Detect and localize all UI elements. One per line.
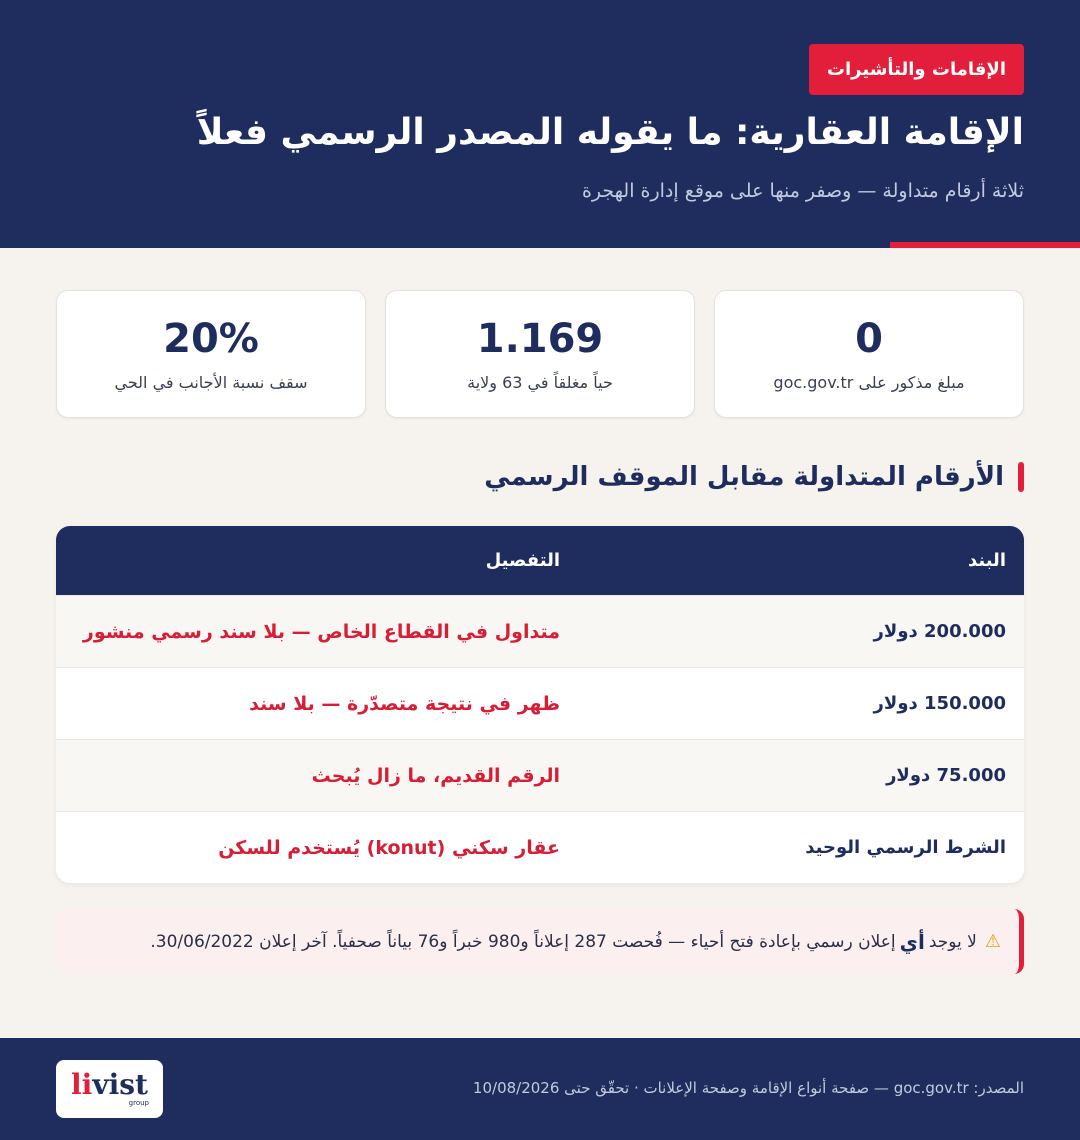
stats-cards [56,290,1024,418]
row-detail: ظهر في نتيجة متصدّرة — بلا سند [249,692,560,715]
stat-value: 0 [855,315,883,362]
column-header-detail: التفصيل [485,550,560,571]
page-subtitle: ثلاثة أرقام متداولة — وصفر منها على موقع إدارة الهجرة [581,180,1024,202]
stat-label: حياً مغلقاً في 63 ولاية [467,372,613,392]
header-accent-bar [890,242,1080,248]
livist-logo[interactable] [56,1060,163,1118]
stat-label: مبلغ مذكور على goc.gov.tr [773,372,965,392]
page-title: الإقامة العقارية: ما يقوله المصدر الرسمي فعلاً [196,112,1024,153]
source-text: المصدر: goc.gov.tr — صفحة أنواع الإقامة وصفحة الإعلانات · تحقّق حتى 10/08/2026 [472,1079,1024,1097]
section-accent-bar [1018,462,1024,492]
table-row [56,667,1024,739]
section-heading [484,462,1024,492]
stat-card-closed-districts [385,290,695,418]
stat-card-foreigner-cap [56,290,366,418]
stat-value: 1.169 [476,315,604,362]
stat-label: سقف نسبة الأجانب في الحي [114,372,308,392]
section-title: الأرقام المتداولة مقابل الموقف الرسمي [484,462,1004,492]
row-item: 75.000 دولار [886,765,1006,786]
table-row [56,739,1024,811]
table-body [56,595,1024,883]
warning-note [56,909,1024,974]
row-item: 150.000 دولار [873,693,1006,714]
table-row [56,595,1024,667]
column-header-item: البند [967,550,1006,571]
logo-subtext: group [128,1099,149,1107]
note-prefix: لا يوجد [928,931,977,952]
logo-wordmark: livist [71,1068,148,1101]
row-item: الشرط الرسمي الوحيد [805,837,1006,858]
row-item: 200.000 دولار [873,621,1006,642]
row-detail: متداول في القطاع الخاص — بلا سند رسمي منشور [82,620,560,643]
note-text: إعلان رسمي بإعادة فتح أحياء — فُحصت 287 إعلاناً و980 خبراً و76 بياناً صحفياً. آخر إعلان 30/06/2022. [150,931,896,952]
warning-icon: ⚠ [984,931,1001,952]
stat-value: 20% [163,315,259,362]
category-tag[interactable]: الإقامات والتأشيرات [809,44,1024,95]
note-emphasis: أي [899,929,925,954]
stat-card-amount [714,290,1024,418]
table-row [56,811,1024,883]
table-header [56,526,1024,595]
comparison-table [56,526,1024,883]
row-detail: عقار سكني (konut) يُستخدم للسكن [218,836,560,859]
row-detail: الرقم القديم، ما زال يُبحث [311,764,560,787]
